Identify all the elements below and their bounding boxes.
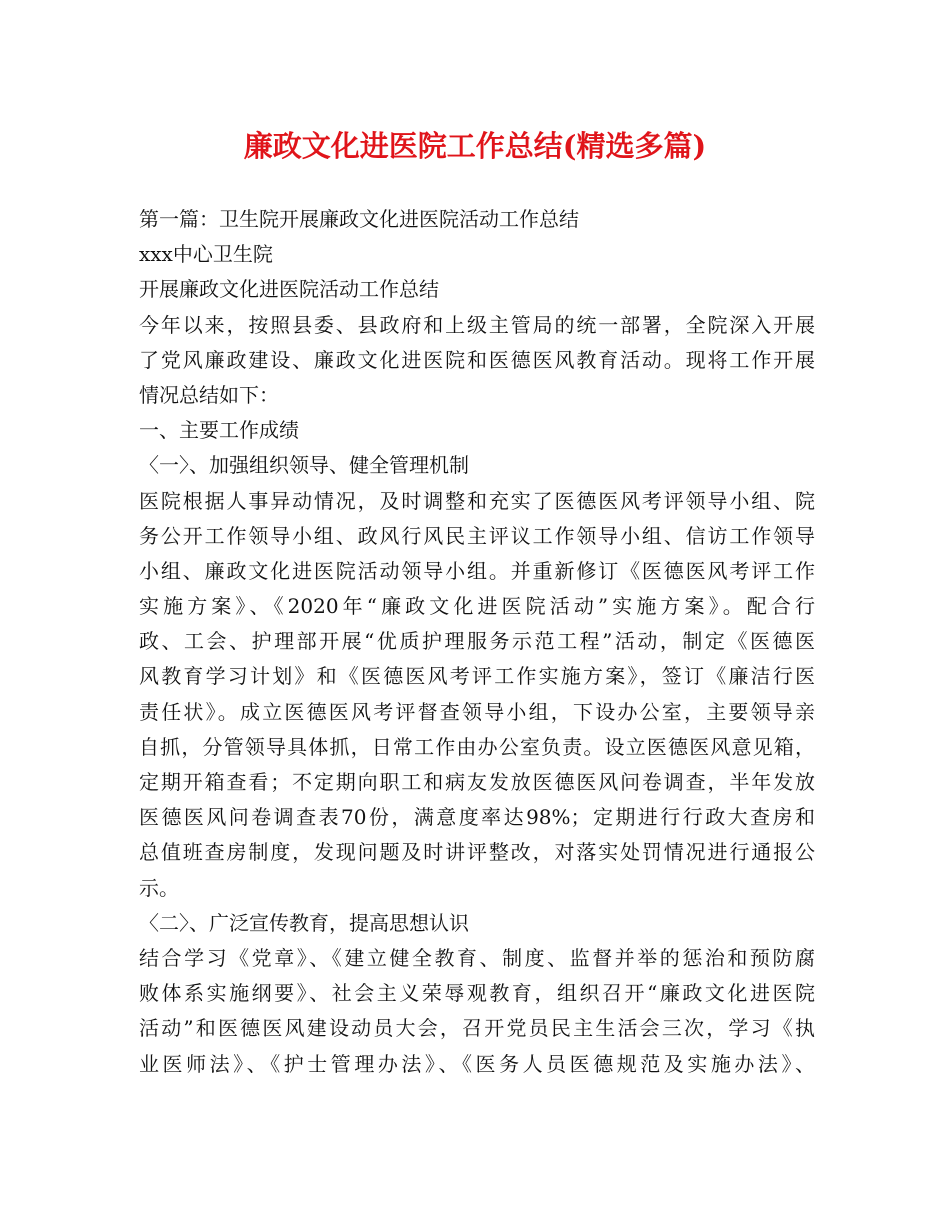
paragraph-line: 政、工会、护理部开展“优质护理服务示范工程”活动，制定《医德医 [139, 629, 815, 654]
paragraph-line: 今年以来，按照县委、县政府和上级主管局的统一部署，全院深入开展 [139, 312, 815, 337]
paragraph-line: 责任状》。成立医德医风考评督查领导小组，下设办公室，主要领导亲 [139, 699, 815, 724]
paragraph-line: 总值班查房制度，发现问题及时讲评整改，对落实处罚情况进行通报公 [139, 840, 815, 865]
paragraph-line: 定期开箱查看；不定期向职工和病友发放医德医风问卷调查，半年发放 [139, 770, 815, 794]
organization-name: xxx中心卫生院 [139, 242, 273, 267]
paragraph-line: 结合学习《党章》、《建立健全教育、制度、监督并举的惩治和预防腐 [139, 945, 815, 970]
paragraph-line: 小组、廉政文化进医院活动领导小组。并重新修订《医德医风考评工作 [139, 558, 815, 583]
document-body [139, 202, 815, 1082]
paragraph-line: 了党风廉政建设、廉政文化进医院和医德医风教育活动。现将工作开展 [139, 347, 815, 372]
section-heading: 第一篇：卫生院开展廉政文化进医院活动工作总结 [139, 207, 579, 231]
subheading-line: 〈一〉、加强组织领导、健全管理机制 [139, 453, 469, 478]
paragraph-line: 风教育学习计划》和《医德医风考评工作实施方案》，签订《廉洁行医 [139, 664, 815, 689]
paragraph-line: 自抓，分管领导具体抓，日常工作由办公室负责。设立医德医风意见箱， [139, 734, 815, 759]
paragraph-line: 务公开工作领导小组、政风行风民主评议工作领导小组、信访工作领导 [139, 523, 815, 548]
subheading-line: 〈二〉、广泛宣传教育，提高思想认识 [139, 910, 469, 935]
paragraph-line: 示。 [139, 875, 179, 900]
paragraph-line: 情况总结如下： [139, 382, 279, 407]
heading-line: 一、主要工作成绩 [139, 418, 299, 443]
paragraph-line: 活动”和医德医风建设动员大会，召开党员民主生活会三次，学习《执 [139, 1016, 815, 1041]
report-subtitle: 开展廉政文化进医院活动工作总结 [139, 277, 439, 302]
paragraph-line: 业医师法》、《护士管理办法》、《医务人员医德规范及实施办法》、 [139, 1051, 815, 1076]
paragraph-line: 医院根据人事异动情况，及时调整和充实了医德医风考评领导小组、院 [139, 488, 815, 513]
paragraph-line: 败体系实施纲要》、社会主义荣辱观教育，组织召开“廉政文化进医院 [139, 981, 815, 1006]
document-title: 廉政文化进医院工作总结(精选多篇) [243, 129, 707, 163]
paragraph-line: 医德医风问卷调查表70份，满意度率达98%；定期进行行政大查房和 [139, 805, 815, 830]
paragraph-line: 实施方案》、《2020年“廉政文化进医院活动”实施方案》。配合行 [139, 594, 815, 619]
